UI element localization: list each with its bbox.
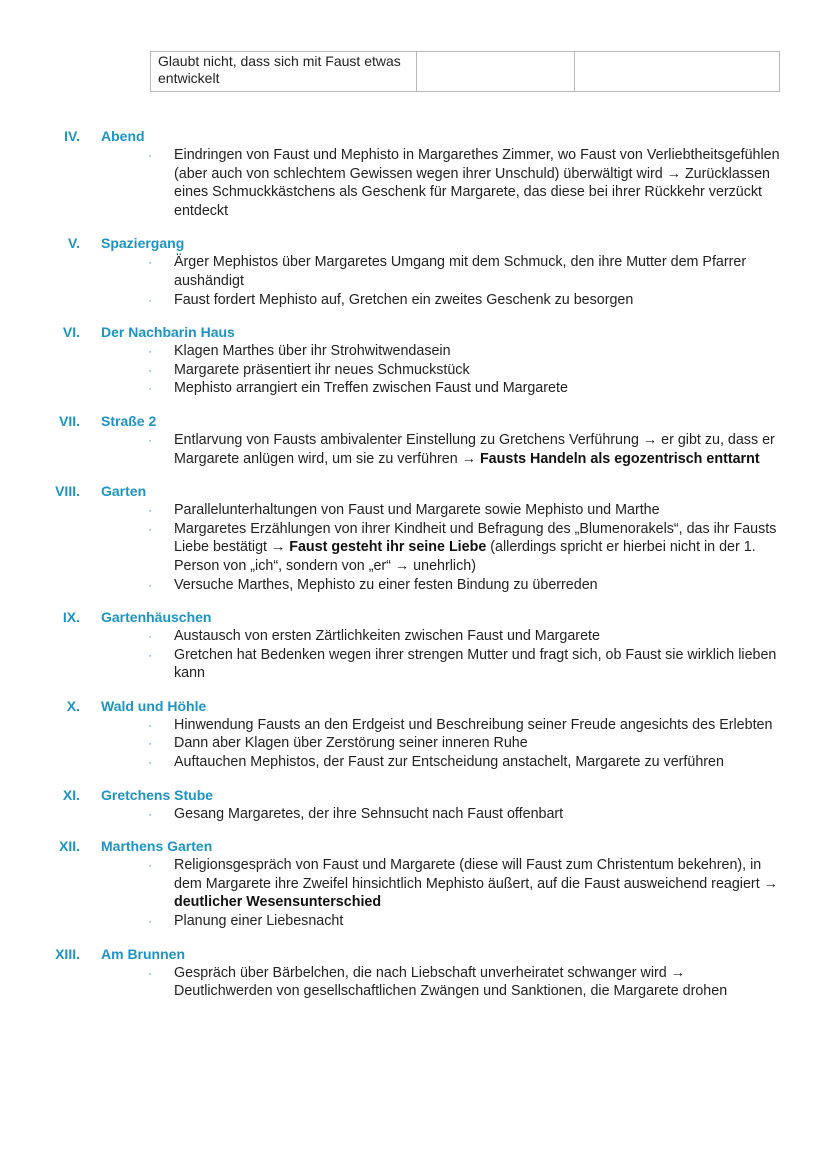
list-item (0, 576, 828, 595)
list-item (0, 146, 828, 220)
item-emphasis: Fausts Handeln als egozentrisch enttarnt (479, 450, 760, 467)
scene-section (0, 233, 828, 309)
bullet-list (0, 431, 828, 468)
scene-section (0, 696, 828, 772)
bullet-icon: · (148, 344, 152, 359)
scene-heading (0, 233, 828, 253)
scene-section (0, 481, 828, 594)
item-text: Ärger Mephistos über Margaretes Umgang mit dem Schmuck, den ihre Mutter dem Pfarrer aushändigt (174, 254, 747, 289)
list-item (0, 627, 828, 646)
list-item (0, 964, 828, 1001)
scene-number: VII. (58, 412, 80, 429)
scene-title: Der Nachbarin Haus (101, 324, 235, 341)
scene-heading (0, 481, 828, 501)
scene-section (0, 607, 828, 683)
item-text: Parallelunterhaltungen von Faust und Margarete sowie Mephisto und Marthe (174, 502, 660, 519)
item-text: Margaretes Erzählungen von ihrer Kindheit und Befragung des „Blumenorakels“, das ihr Fausts Liebe bestätigt → (174, 520, 777, 556)
scene-title: Straße 2 (101, 412, 157, 429)
list-item (0, 912, 828, 931)
bullet-list (0, 627, 828, 683)
bullet-list (0, 716, 828, 772)
scene-heading (0, 696, 828, 716)
scene-heading (0, 411, 828, 431)
table-cell (417, 52, 575, 92)
bullet-list (0, 342, 828, 398)
item-text: Gretchen hat Bedenken wegen ihrer strengen Mutter und fragt sich, ob Faust sie wirklich lieben kann (174, 646, 777, 682)
item-text: Gesang Margaretes, der ihre Sehnsucht nach Faust offenbart (174, 805, 564, 822)
bullet-icon: · (148, 755, 152, 770)
scene-heading (0, 126, 828, 146)
bullet-icon: · (148, 362, 152, 377)
scene-number: VI. (62, 324, 80, 341)
bullet-icon: · (148, 503, 152, 518)
scene-title: Am Brunnen (101, 945, 185, 962)
list-item (0, 520, 828, 576)
item-text: Margarete präsentiert ihr neues Schmuckstück (174, 361, 470, 378)
scene-heading (0, 944, 828, 964)
scene-section (0, 411, 828, 468)
bullet-icon: · (148, 858, 152, 873)
list-item (0, 734, 828, 753)
list-item (0, 501, 828, 520)
table-cell (575, 52, 780, 92)
scene-number: XI. (62, 786, 80, 803)
scene-section (0, 126, 828, 220)
item-text: Versuche Marthes, Mephisto zu einer festen Bindung zu überreden (174, 576, 598, 593)
scene-title: Gretchens Stube (101, 786, 214, 803)
item-text: Faust fordert Mephisto auf, Gretchen ein zweites Geschenk zu besorgen (174, 291, 634, 308)
bullet-list (0, 856, 828, 930)
scene-title: Spaziergang (101, 235, 185, 252)
item-text: Entlarvung von Fausts ambivalenter Einstellung zu Gretchens Verführung → er gibt zu, dass er Margarete anlügen wird, um sie zu verführen → (174, 431, 775, 467)
table-row (151, 52, 780, 92)
scene-section (0, 836, 828, 930)
bullet-icon: · (148, 965, 152, 980)
bullet-list (0, 146, 828, 220)
item-text: Planung einer Liebesnacht (174, 913, 344, 930)
bullet-list (0, 964, 828, 1001)
list-item (0, 646, 828, 683)
scene-heading (0, 785, 828, 805)
scene-title: Abend (101, 128, 145, 144)
scene-list (0, 126, 828, 1014)
bullet-icon: · (148, 577, 152, 592)
list-item (0, 253, 828, 290)
item-emphasis: deutlicher Wesensunterschied (174, 894, 382, 911)
item-text: Eindringen von Faust und Mephisto in Margarethes Zimmer, wo Faust von Verliebtheitsgefühlen (aber auch von schlechtem Gewissen wegen ihrer Unschuld) überwältigt wird → Zurücklassen eines Schmuckkästchens als Geschenk für Margarete, das diese bei ihrer Rückkehr verzückt entdeckt (174, 147, 780, 219)
scene-section (0, 322, 828, 398)
bullet-icon: · (148, 647, 152, 662)
bullet-list (0, 805, 828, 824)
bullet-icon: · (148, 736, 152, 751)
bullet-icon: · (148, 914, 152, 929)
bullet-list (0, 253, 828, 309)
summary-table (150, 51, 780, 92)
bullet-icon: · (148, 255, 152, 270)
bullet-list (0, 501, 828, 594)
list-item (0, 291, 828, 310)
item-text: Dann aber Klagen über Zerstörung seiner inneren Ruhe (174, 735, 528, 752)
list-item (0, 716, 828, 735)
list-item (0, 431, 828, 468)
list-item (0, 753, 828, 772)
scene-number: VIII. (55, 483, 80, 500)
bullet-icon: · (148, 521, 152, 536)
item-emphasis: Faust gesteht ihr seine Liebe (289, 539, 487, 556)
item-text: Auftauchen Mephistos, der Faust zur Entscheidung anstachelt, Margarete zu verführen (174, 754, 724, 771)
list-item (0, 342, 828, 361)
bullet-icon: · (148, 806, 152, 821)
list-item (0, 805, 828, 824)
scene-section (0, 785, 828, 824)
bullet-icon: · (148, 629, 152, 644)
scene-heading (0, 322, 828, 342)
item-text: Klagen Marthes über ihr Strohwitwendasein (174, 343, 451, 360)
list-item (0, 361, 828, 380)
bullet-icon: · (148, 292, 152, 307)
scene-number: V. (68, 235, 80, 252)
scene-number: IX. (62, 609, 80, 626)
item-text: Religionsgespräch von Faust und Margarete (diese will Faust zum Christentum bekehren), in dem Margarete ihre Zweifel hinsichtlich Mephisto äußert, auf die Faust ausweichend reagiert → (174, 857, 778, 892)
table-cell: Glaubt nicht, dass sich mit Faust etwas entwickelt (151, 52, 417, 92)
bullet-icon: · (148, 432, 152, 447)
scene-number: XIII. (55, 945, 80, 962)
item-text: Mephisto arrangiert ein Treffen zwischen Faust und Margarete (174, 380, 568, 397)
scene-title: Marthens Garten (101, 838, 213, 855)
scene-number: X. (66, 697, 80, 714)
scene-heading (0, 836, 828, 856)
scene-title: Garten (101, 483, 147, 500)
scene-title: Wald und Höhle (101, 697, 207, 714)
list-item (0, 379, 828, 398)
scene-number: IV. (64, 128, 80, 144)
item-text: Austausch von ersten Zärtlichkeiten zwischen Faust und Margarete (174, 628, 600, 645)
item-text: Hinwendung Fausts an den Erdgeist und Beschreibung seiner Freude angesichts des Erlebten (174, 716, 773, 733)
bullet-icon: · (148, 717, 152, 732)
item-text: (allerdings spricht er hierbei nicht in der 1. Person von „ich“, sondern von „er“ → unehrlich) (174, 539, 756, 574)
scene-section (0, 944, 828, 1001)
list-item (0, 856, 828, 912)
bullet-icon: · (148, 148, 152, 162)
scene-heading (0, 607, 828, 627)
scene-number: XII. (58, 838, 80, 855)
bullet-icon: · (148, 381, 152, 396)
item-text: Gespräch über Bärbelchen, die nach Liebschaft unverheiratet schwanger wird → Deutlichwerden von gesellschaftlichen Zwängen und Sanktionen, die Margarete drohen (174, 964, 728, 1000)
scene-title: Gartenhäuschen (101, 609, 212, 626)
